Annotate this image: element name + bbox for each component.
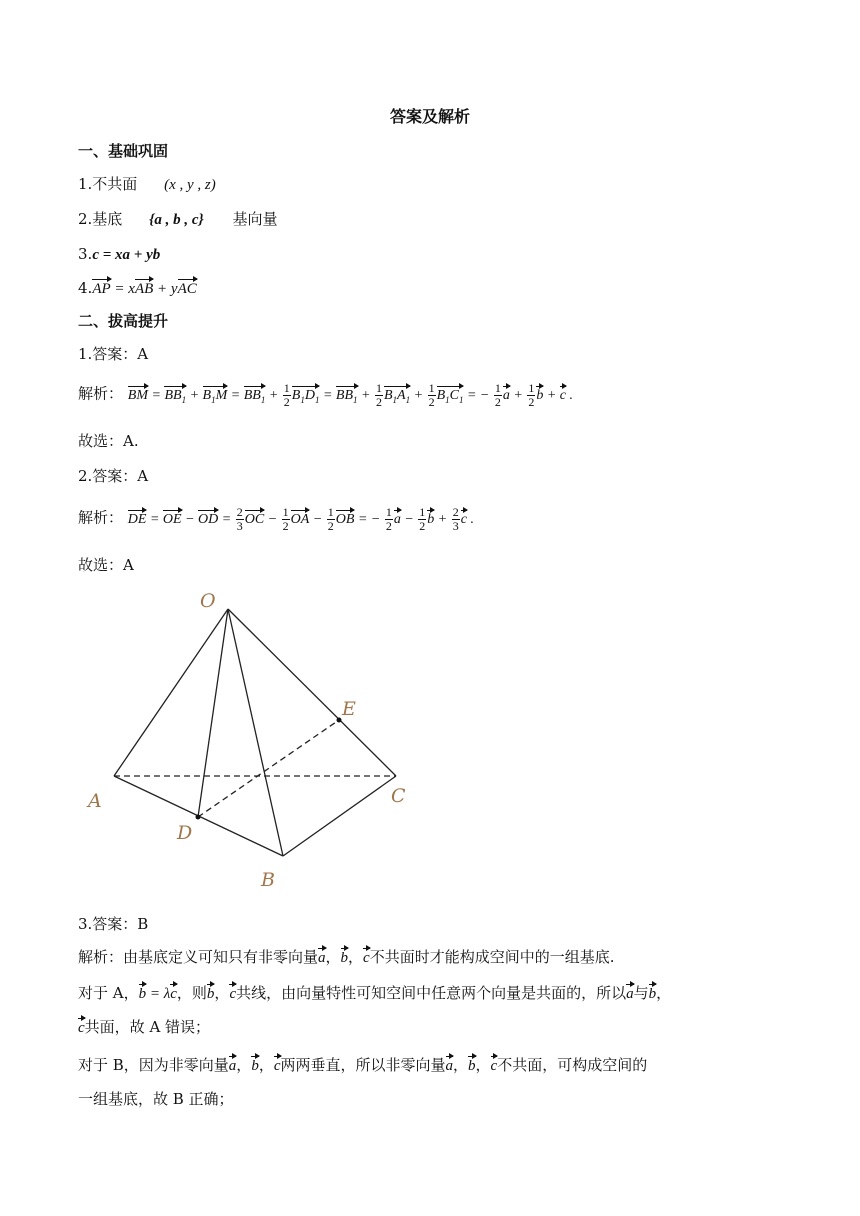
q2-formula: DE = OE − OD = $\frac{2}{3}$ OC − $\frac{1}{2}$ OA − $\frac{1}{2}$ OB = − $\frac{1}{2}$ a − $\frac{1}{2}$ b + $\frac{2}{3}$ c .: [127, 505, 474, 533]
edge-BC: [283, 776, 396, 856]
q3-line-2: 对于 A，b = λc，则b，c共线，由向量特性可知空间中任意两个向量是共面的，所以a与b，: [78, 982, 671, 1005]
section-heading-advanced: 二、拔高提升: [78, 312, 169, 330]
section-heading-basics: 一、基础巩固: [78, 142, 169, 160]
basics-line-1: [78, 173, 216, 196]
q3-line-4-c: 不共面，可构成空间的: [497, 1056, 648, 1074]
basics-line-4-label: 4.: [78, 279, 93, 297]
basics-line-1-label: 1.不共面: [78, 175, 138, 193]
label-D: D: [177, 822, 193, 844]
label-E: E: [342, 698, 356, 720]
q3-line-2-e: ，: [656, 984, 672, 1002]
q2-conclusion: 故选：A: [78, 556, 134, 574]
basics-line-3-label: 3.: [78, 245, 93, 263]
edge-OC: [228, 609, 396, 776]
q3-line-1-tail: 不共面时才能构成空间中的一组基底.: [369, 948, 615, 966]
q3-line-1: 解析：由基底定义可知只有非零向量a，b，c不共面时才能构成空间中的一组基底.: [78, 946, 615, 969]
q2-solution-label: 解析：: [78, 508, 124, 527]
q3-line-3: c共面，故 A 错误；: [78, 1016, 210, 1039]
q3-line-2-b: ，则: [176, 984, 207, 1002]
q3-line-4-a: 对于 B，因为非零向量: [78, 1056, 229, 1074]
basics-line-2: [78, 208, 278, 231]
basics-line-2-label: 2.基底: [78, 210, 123, 228]
q1-formula: BM = $BB_1 + B_1M = BB_1$ + $\frac{1}{2}$ $B_1D_1 = BB_1$ + $\frac{1}{2}$ $B_1A_1$ + $\frac{1}{2}$ $B_1C_1$ = − $\frac{1}{2}$ a + $\frac{1}{2}$ b + c .: [127, 381, 573, 409]
basics-line-3: [78, 243, 160, 266]
label-B: B: [261, 869, 275, 891]
q2-solution: [78, 506, 474, 533]
q1-solution-label: 解析：: [78, 384, 124, 403]
q3-line-1-text: 解析：由基底定义可知只有非零向量: [78, 948, 319, 966]
q1-solution: [78, 382, 573, 411]
q2-answer: 2.答案：A: [78, 467, 149, 485]
label-O: O: [200, 590, 216, 612]
page-title: 答案及解析: [389, 107, 470, 126]
point-D: [196, 815, 201, 820]
q3-line-4-b: 两两垂直，所以非零向量: [280, 1056, 446, 1074]
edge-OD: [198, 609, 228, 817]
q3-line-4: 对于 B，因为非零向量a，b，c两两垂直，所以非零向量a，b，c不共面，可构成空间的: [78, 1054, 647, 1077]
basics-line-3-math: c = xa + yb: [92, 247, 161, 263]
q3-line-3-text: 共面，故 A 错误；: [84, 1018, 211, 1036]
tetrahedron-figure: [80, 585, 420, 895]
basics-line-4-math: AP = xAB + yAC: [92, 281, 196, 297]
q3-answer: 3.答案：B: [78, 915, 149, 933]
q1-conclusion: 故选：A.: [78, 432, 139, 450]
q3-line-2-a: 对于 A，: [78, 984, 139, 1002]
q1-answer: 1.答案：A: [78, 345, 149, 363]
q3-line-2-c: 共线，由向量特性可知空间中任意两个向量是共面的，所以: [236, 984, 627, 1002]
edge-OA: [114, 609, 228, 776]
basics-line-2-tail: 基向量: [232, 210, 278, 228]
segment-DE-hidden: [198, 720, 339, 817]
q3-line-5: 一组基底，故 B 正确；: [78, 1090, 234, 1108]
edge-OB: [228, 609, 283, 856]
basics-line-4: [78, 277, 197, 300]
basics-line-1-math: (x , y , z): [164, 177, 216, 193]
label-C: C: [391, 785, 406, 807]
point-E: [337, 718, 342, 723]
label-A: A: [88, 790, 102, 812]
basics-line-2-math: {a , b , c}: [149, 212, 204, 228]
q3-line-2-d: 与: [633, 984, 649, 1002]
